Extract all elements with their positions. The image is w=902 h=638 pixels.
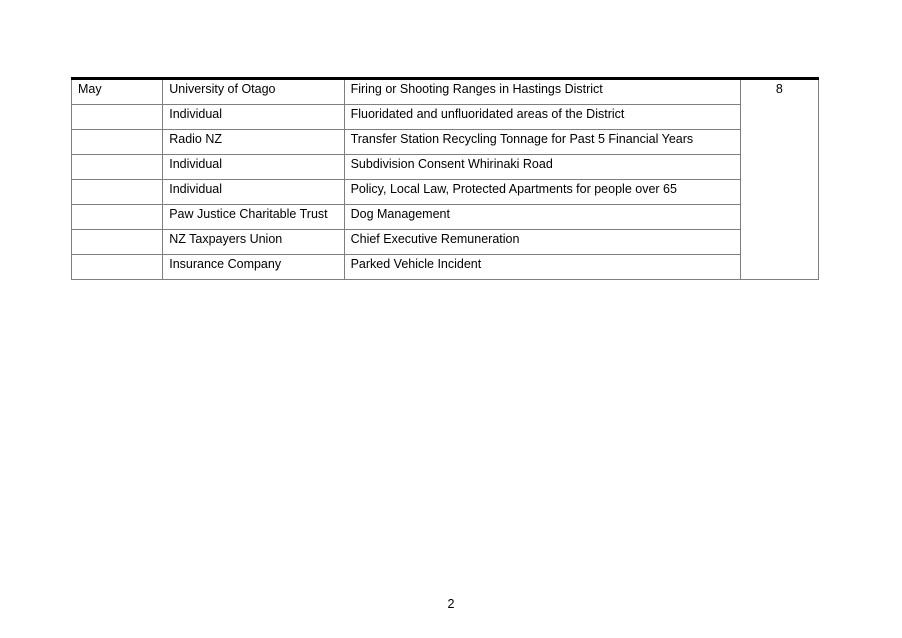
month-cell-empty — [72, 205, 163, 230]
subject-cell: Chief Executive Remuneration — [344, 230, 740, 255]
table-row — [72, 105, 819, 130]
month-cell-empty — [72, 105, 163, 130]
month-cell-empty — [72, 180, 163, 205]
table-row — [72, 255, 819, 280]
table-row — [72, 130, 819, 155]
total-count-cell: 8 — [740, 79, 818, 280]
table-row — [72, 230, 819, 255]
subject-cell: Firing or Shooting Ranges in Hastings District — [344, 79, 740, 105]
subject-cell: Fluoridated and unfluoridated areas of the District — [344, 105, 740, 130]
requester-cell: Insurance Company — [163, 255, 344, 280]
information-requests-table — [71, 77, 819, 280]
table-row — [72, 205, 819, 230]
month-cell-empty — [72, 155, 163, 180]
subject-cell: Dog Management — [344, 205, 740, 230]
subject-cell: Policy, Local Law, Protected Apartments for people over 65 — [344, 180, 740, 205]
requester-cell: Individual — [163, 180, 344, 205]
subject-cell: Subdivision Consent Whirinaki Road — [344, 155, 740, 180]
requester-cell: Radio NZ — [163, 130, 344, 155]
requester-cell: University of Otago — [163, 79, 344, 105]
requester-cell: Individual — [163, 105, 344, 130]
month-cell: May — [72, 79, 163, 105]
requester-cell: Individual — [163, 155, 344, 180]
requester-cell: Paw Justice Charitable Trust — [163, 205, 344, 230]
month-cell-empty — [72, 130, 163, 155]
subject-cell: Transfer Station Recycling Tonnage for Past 5 Financial Years — [344, 130, 740, 155]
month-cell-empty — [72, 230, 163, 255]
table-row — [72, 180, 819, 205]
month-cell-empty — [72, 255, 163, 280]
page-number: 2 — [447, 597, 455, 611]
table-row — [72, 79, 819, 105]
subject-cell: Parked Vehicle Incident — [344, 255, 740, 280]
requester-cell: NZ Taxpayers Union — [163, 230, 344, 255]
table-row — [72, 155, 819, 180]
